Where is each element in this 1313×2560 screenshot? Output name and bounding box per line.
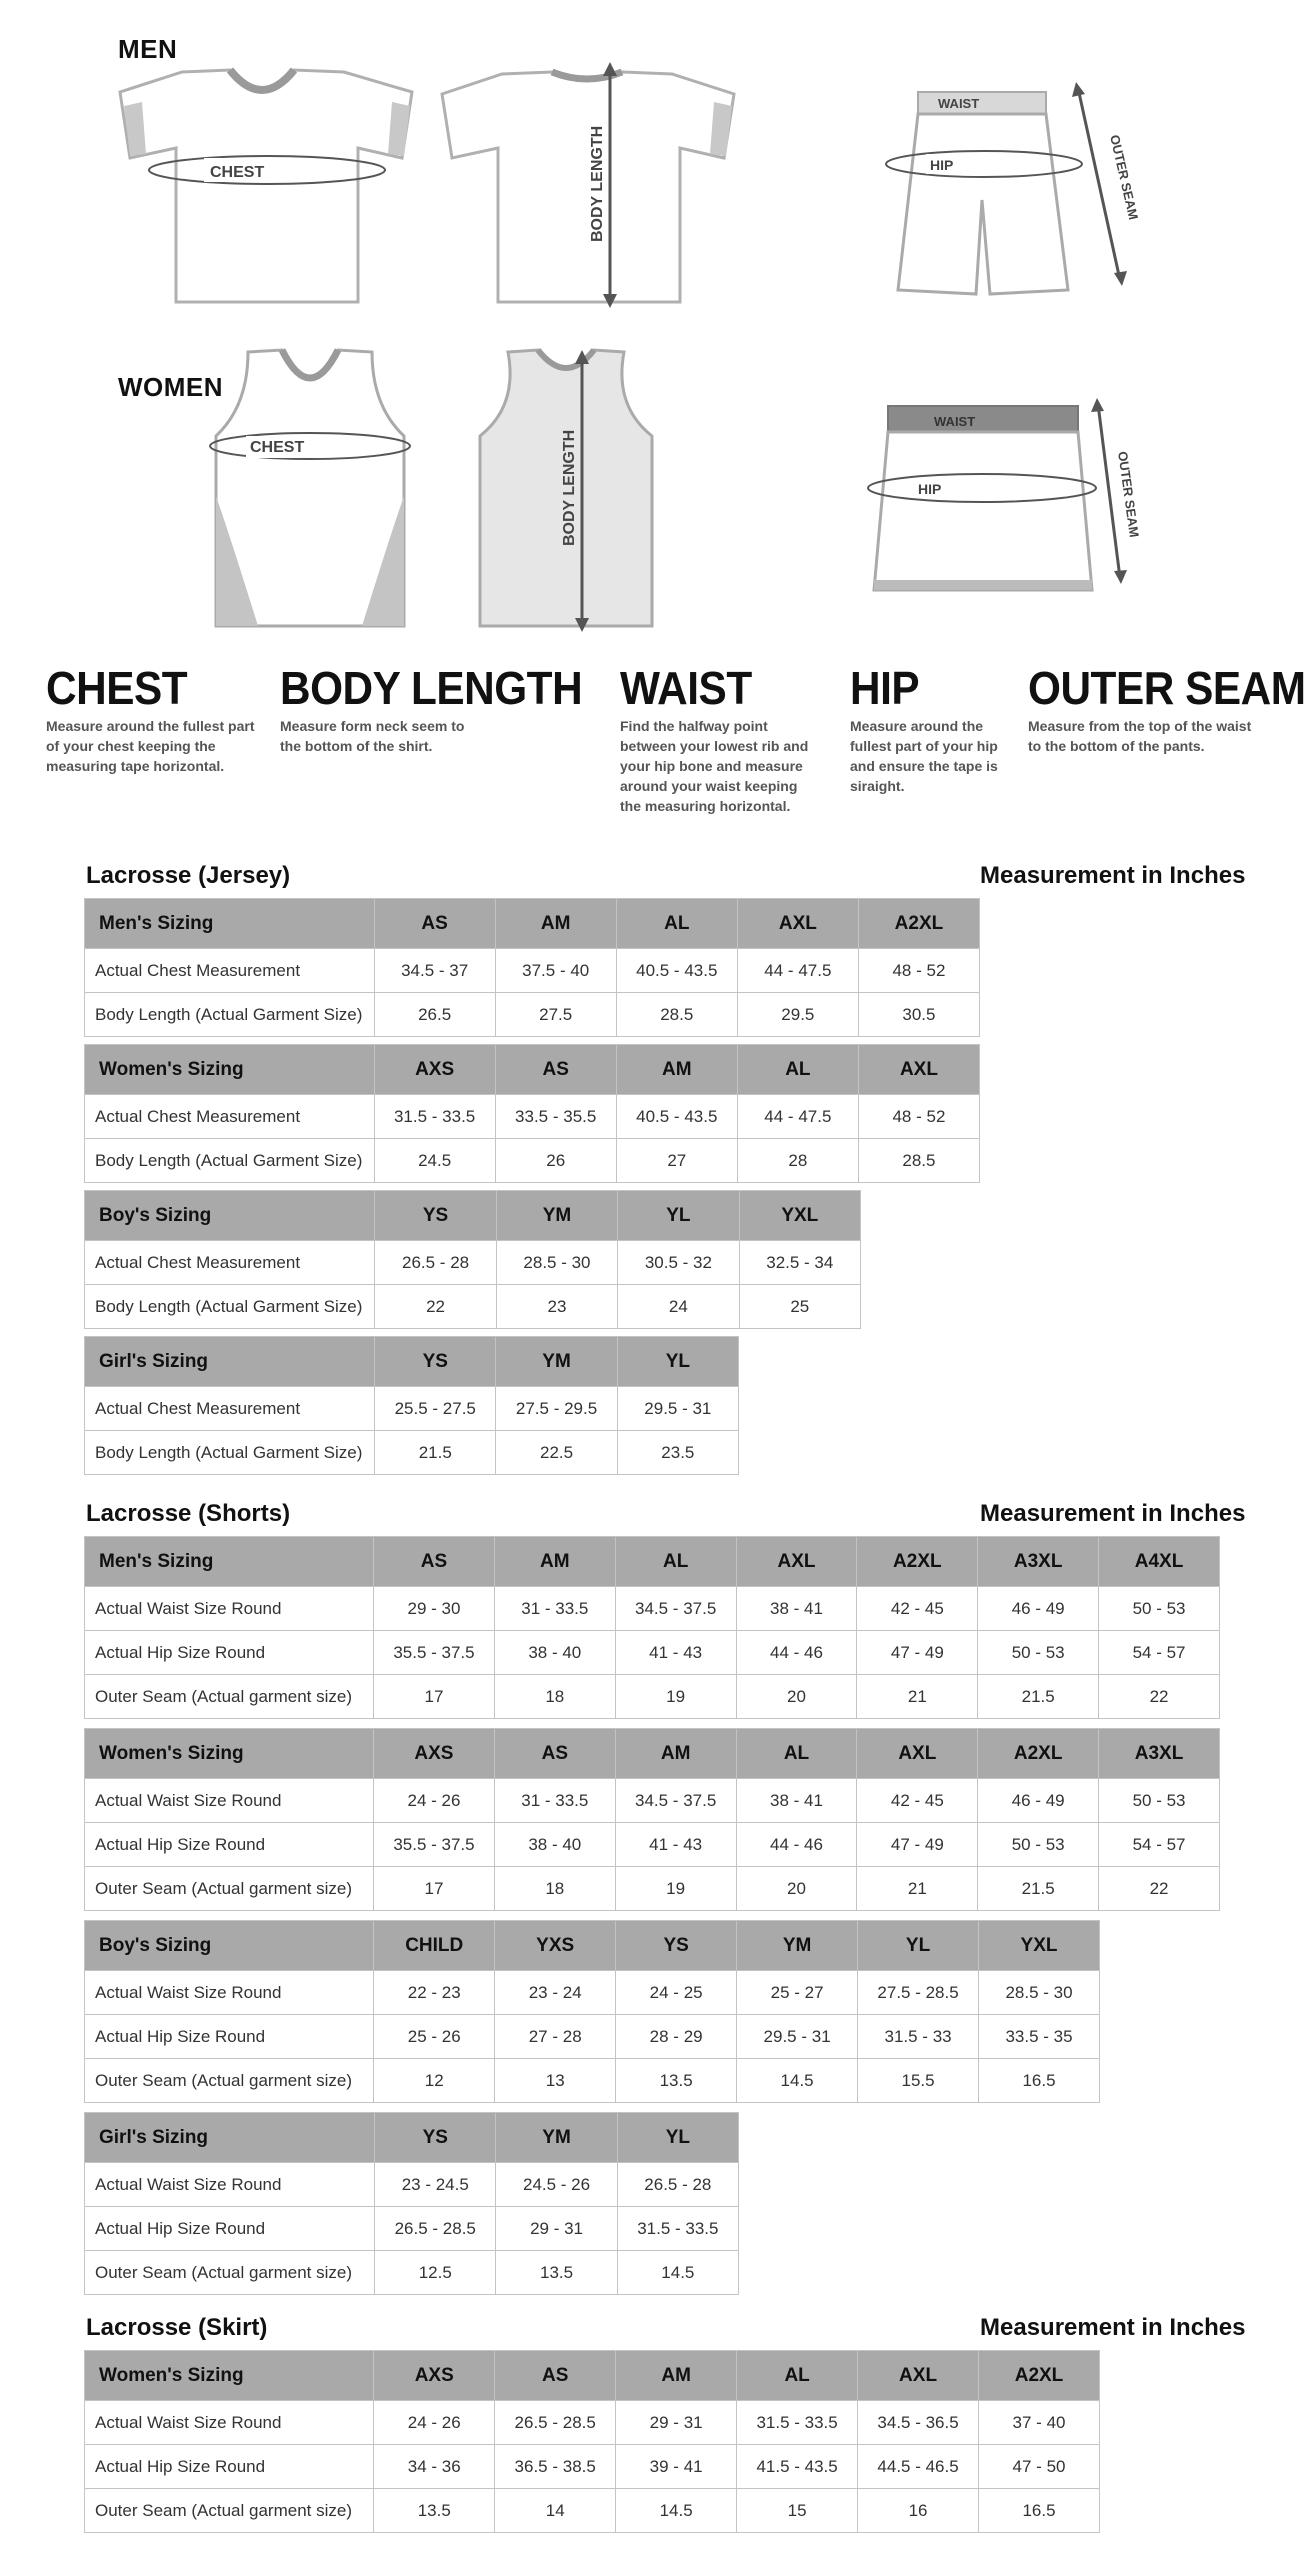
size-header: AXL — [737, 899, 858, 949]
size-header: YM — [737, 1921, 858, 1971]
measure-hip-title: HIP — [850, 662, 920, 714]
row-label: Actual Hip Size Round — [85, 1823, 374, 1867]
sizing-header: Boy's Sizing — [85, 1921, 374, 1971]
table-row — [85, 1675, 1220, 1719]
table-cell: 22 — [1099, 1867, 1220, 1911]
row-label: Actual Hip Size Round — [85, 1631, 374, 1675]
table-row — [85, 2445, 1100, 2489]
table-cell: 27.5 - 29.5 — [496, 1387, 617, 1431]
table-row — [85, 1867, 1220, 1911]
table-cell: 23 - 24 — [495, 1971, 616, 2015]
measure-chest-desc: Measure around the fullest part of your chest keeping the measuring tape horizontal. — [46, 718, 255, 774]
table-cell: 33.5 - 35 — [979, 2015, 1100, 2059]
hip-tag-men: HIP — [930, 157, 954, 173]
skirt-women-table — [84, 2350, 1100, 2533]
women-skirt-illustration — [858, 396, 1148, 606]
shorts-section-title: Lacrosse (Shorts) — [86, 1500, 291, 1527]
jersey-boys-table — [84, 1190, 861, 1329]
table-cell: 38 - 41 — [736, 1779, 857, 1823]
table-row — [85, 1823, 1220, 1867]
measure-body-length-desc: Measure form neck seem to the bottom of the shirt. — [280, 718, 465, 754]
jersey-girls-table — [84, 1336, 739, 1475]
table-cell: 28.5 - 30 — [979, 1971, 1100, 2015]
table-cell: 40.5 - 43.5 — [616, 1095, 737, 1139]
size-header: A2XL — [858, 899, 979, 949]
row-label: Actual Waist Size Round — [85, 2163, 375, 2207]
row-label: Actual Chest Measurement — [85, 949, 375, 993]
table-cell: 24 - 26 — [374, 1779, 495, 1823]
table-cell: 41.5 - 43.5 — [737, 2445, 858, 2489]
table-cell: 21 — [857, 1867, 978, 1911]
size-header: YS — [375, 2113, 496, 2163]
table-cell: 44.5 - 46.5 — [858, 2445, 979, 2489]
size-header: YM — [496, 1337, 617, 1387]
measure-chest — [46, 664, 266, 776]
size-header: AM — [615, 1729, 736, 1779]
table-cell: 12 — [374, 2059, 495, 2103]
table-row — [85, 1631, 1220, 1675]
table-cell: 13.5 — [496, 2251, 617, 2295]
table-header-row — [85, 1191, 861, 1241]
size-header: YS — [616, 1921, 737, 1971]
table-cell: 24 - 26 — [374, 2401, 495, 2445]
table-cell: 47 - 49 — [857, 1631, 978, 1675]
row-label: Body Length (Actual Garment Size) — [85, 993, 375, 1037]
measure-outer-seam-desc: Measure from the top of the waist to the bottom of the pants. — [1028, 718, 1252, 754]
table-row — [85, 993, 980, 1037]
table-cell: 18 — [494, 1675, 615, 1719]
table-cell: 19 — [615, 1867, 736, 1911]
table-cell: 44 - 47.5 — [737, 949, 858, 993]
table-cell: 38 - 41 — [736, 1587, 857, 1631]
table-cell: 13.5 — [616, 2059, 737, 2103]
table-row — [85, 1139, 980, 1183]
table-header-row — [85, 2113, 739, 2163]
table-cell: 19 — [615, 1675, 736, 1719]
row-label: Actual Hip Size Round — [85, 2445, 374, 2489]
size-header: AS — [495, 2351, 616, 2401]
row-label: Actual Chest Measurement — [85, 1387, 375, 1431]
table-cell: 32.5 - 34 — [739, 1241, 860, 1285]
table-cell: 34.5 - 37.5 — [615, 1779, 736, 1823]
size-header: AS — [374, 1537, 495, 1587]
table-row — [85, 1285, 861, 1329]
hip-tag-women: HIP — [918, 481, 942, 497]
table-row — [85, 2251, 739, 2295]
row-label: Actual Waist Size Round — [85, 1971, 374, 2015]
shorts-boys-table — [84, 1920, 1100, 2103]
table-cell: 28.5 - 30 — [496, 1241, 617, 1285]
table-cell: 31 - 33.5 — [494, 1587, 615, 1631]
size-header: YXL — [979, 1921, 1100, 1971]
table-cell: 17 — [374, 1675, 495, 1719]
table-row — [85, 1779, 1220, 1823]
size-header: YM — [496, 2113, 617, 2163]
table-cell: 14.5 — [737, 2059, 858, 2103]
table-header-row — [85, 1537, 1220, 1587]
table-cell: 29.5 — [737, 993, 858, 1037]
table-cell: 31 - 33.5 — [494, 1779, 615, 1823]
women-label: WOMEN — [118, 372, 224, 402]
table-cell: 26.5 - 28 — [617, 2163, 738, 2207]
chest-tag-women: CHEST — [250, 439, 305, 456]
table-cell: 46 - 49 — [978, 1587, 1099, 1631]
size-header: A2XL — [978, 1729, 1099, 1779]
table-cell: 24 — [618, 1285, 739, 1329]
table-cell: 26.5 - 28 — [375, 1241, 496, 1285]
measure-waist — [620, 664, 816, 816]
size-header: A2XL — [857, 1537, 978, 1587]
table-cell: 28.5 — [858, 1139, 979, 1183]
size-header: YM — [496, 1191, 617, 1241]
row-label: Actual Hip Size Round — [85, 2207, 375, 2251]
table-cell: 54 - 57 — [1099, 1631, 1220, 1675]
size-header: AL — [737, 1045, 858, 1095]
table-cell: 26 — [495, 1139, 616, 1183]
measure-outer-seam — [1028, 662, 1306, 756]
table-cell: 22 — [1099, 1675, 1220, 1719]
table-cell: 22.5 — [496, 1431, 617, 1475]
waist-tag-men: WAIST — [938, 96, 980, 111]
table-cell: 26.5 - 28.5 — [375, 2207, 496, 2251]
table-cell: 47 - 50 — [979, 2445, 1100, 2489]
table-cell: 29.5 - 31 — [617, 1387, 738, 1431]
table-row — [85, 2489, 1100, 2533]
table-cell: 17 — [374, 1867, 495, 1911]
size-header: AM — [494, 1537, 615, 1587]
size-header: AXS — [374, 2351, 495, 2401]
table-cell: 30.5 — [858, 993, 979, 1037]
table-cell: 44 - 47.5 — [737, 1095, 858, 1139]
size-header: A3XL — [978, 1537, 1099, 1587]
sizing-header: Men's Sizing — [85, 899, 375, 949]
table-header-row — [85, 1921, 1100, 1971]
size-header: YS — [375, 1191, 496, 1241]
skirt-section-title: Lacrosse (Skirt) — [86, 2314, 268, 2341]
table-cell: 24 - 25 — [616, 1971, 737, 2015]
size-header: AL — [616, 899, 737, 949]
table-cell: 27.5 - 28.5 — [858, 1971, 979, 2015]
table-cell: 14.5 — [616, 2489, 737, 2533]
men-label: MEN — [118, 34, 178, 64]
table-cell: 41 - 43 — [615, 1631, 736, 1675]
sizing-header: Women's Sizing — [85, 1045, 375, 1095]
table-cell: 13.5 — [374, 2489, 495, 2533]
table-cell: 31.5 - 33.5 — [374, 1095, 495, 1139]
table-cell: 44 - 46 — [736, 1823, 857, 1867]
table-cell: 21.5 — [375, 1431, 496, 1475]
size-header: AM — [616, 1045, 737, 1095]
table-row — [85, 2059, 1100, 2103]
table-cell: 44 - 46 — [736, 1631, 857, 1675]
size-header: AXS — [374, 1045, 495, 1095]
table-cell: 28 — [737, 1139, 858, 1183]
women-jersey-back-illustration — [456, 346, 676, 636]
sizing-header: Women's Sizing — [85, 2351, 374, 2401]
jersey-unit-label: Measurement in Inches — [980, 862, 1246, 889]
body-length-tag-women: BODY LENGTH — [561, 429, 578, 546]
row-label: Outer Seam (Actual garment size) — [85, 1867, 374, 1911]
table-row — [85, 1971, 1100, 2015]
outer-seam-tag-women: OUTER SEAM — [1115, 450, 1142, 539]
measure-outer-seam-title: OUTER SEAM — [1028, 662, 1306, 714]
table-header-row — [85, 1729, 1220, 1779]
table-cell: 21.5 — [978, 1867, 1099, 1911]
size-header: A2XL — [979, 2351, 1100, 2401]
table-cell: 28.5 — [616, 993, 737, 1037]
table-cell: 16.5 — [979, 2059, 1100, 2103]
size-header: AL — [737, 2351, 858, 2401]
table-cell: 20 — [736, 1675, 857, 1719]
table-cell: 26.5 — [374, 993, 495, 1037]
size-header: YL — [618, 1191, 739, 1241]
table-cell: 42 - 45 — [857, 1779, 978, 1823]
size-header: YXS — [495, 1921, 616, 1971]
table-cell: 54 - 57 — [1099, 1823, 1220, 1867]
row-label: Outer Seam (Actual garment size) — [85, 2251, 375, 2295]
table-cell: 23 — [496, 1285, 617, 1329]
table-cell: 47 - 49 — [857, 1823, 978, 1867]
table-cell: 29 - 31 — [616, 2401, 737, 2445]
table-cell: 29.5 - 31 — [737, 2015, 858, 2059]
table-cell: 46 - 49 — [978, 1779, 1099, 1823]
table-cell: 25 - 26 — [374, 2015, 495, 2059]
skirt-unit-label: Measurement in Inches — [980, 2314, 1246, 2341]
table-header-row — [85, 899, 980, 949]
jersey-section-title: Lacrosse (Jersey) — [86, 862, 291, 889]
men-jersey-front-illustration — [112, 62, 422, 312]
row-label: Body Length (Actual Garment Size) — [85, 1139, 375, 1183]
table-header-row — [85, 2351, 1100, 2401]
table-row — [85, 2207, 739, 2251]
size-header: YS — [375, 1337, 496, 1387]
row-label: Outer Seam (Actual garment size) — [85, 2489, 374, 2533]
size-header: AL — [615, 1537, 736, 1587]
size-header: A3XL — [1099, 1729, 1220, 1779]
table-cell: 42 - 45 — [857, 1587, 978, 1631]
table-cell: 37.5 - 40 — [495, 949, 616, 993]
size-header: AM — [495, 899, 616, 949]
shorts-unit-label: Measurement in Inches — [980, 1500, 1246, 1527]
table-cell: 33.5 - 35.5 — [495, 1095, 616, 1139]
table-cell: 22 — [375, 1285, 496, 1329]
outer-seam-tag-men: OUTER SEAM — [1107, 133, 1142, 222]
row-label: Actual Waist Size Round — [85, 1779, 374, 1823]
table-cell: 34 - 36 — [374, 2445, 495, 2489]
table-cell: 24.5 — [374, 1139, 495, 1183]
measure-body-length-title: BODY LENGTH — [280, 662, 583, 714]
measure-waist-desc: Find the halfway point between your lowest rib and your hip bone and measure around your waist keeping the measuring horizontal. — [620, 718, 809, 814]
table-cell: 13 — [495, 2059, 616, 2103]
table-cell: 50 - 53 — [1099, 1587, 1220, 1631]
row-label: Body Length (Actual Garment Size) — [85, 1431, 375, 1475]
table-row — [85, 2015, 1100, 2059]
table-cell: 15.5 — [858, 2059, 979, 2103]
table-row — [85, 1387, 739, 1431]
table-cell: 48 - 52 — [858, 949, 979, 993]
size-header: AXL — [857, 1729, 978, 1779]
table-cell: 16 — [858, 2489, 979, 2533]
table-cell: 30.5 - 32 — [618, 1241, 739, 1285]
row-label: Actual Chest Measurement — [85, 1241, 375, 1285]
measure-hip-desc: Measure around the fullest part of your hip and ensure the tape is siraight. — [850, 718, 998, 794]
sizing-header: Girl's Sizing — [85, 2113, 375, 2163]
table-cell: 50 - 53 — [1099, 1779, 1220, 1823]
jersey-men-table — [84, 898, 980, 1037]
size-header: AS — [495, 1045, 616, 1095]
measure-hip — [850, 664, 1010, 796]
shorts-girls-table — [84, 2112, 739, 2295]
body-length-tag-men: BODY LENGTH — [589, 125, 606, 242]
table-row — [85, 2401, 1100, 2445]
table-cell: 27 - 28 — [495, 2015, 616, 2059]
table-cell: 38 - 40 — [494, 1631, 615, 1675]
table-cell: 27 — [616, 1139, 737, 1183]
table-cell: 31.5 - 33.5 — [737, 2401, 858, 2445]
chest-tag-men: CHEST — [210, 164, 265, 181]
table-cell: 18 — [494, 1867, 615, 1911]
size-header: YL — [617, 1337, 738, 1387]
jersey-women-table — [84, 1044, 980, 1183]
women-jersey-front-illustration — [190, 346, 430, 636]
sizing-header: Girl's Sizing — [85, 1337, 375, 1387]
size-header: CHILD — [374, 1921, 495, 1971]
row-label: Body Length (Actual Garment Size) — [85, 1285, 375, 1329]
measure-body-length — [280, 662, 583, 756]
size-header: YXL — [739, 1191, 860, 1241]
sizing-header: Men's Sizing — [85, 1537, 374, 1587]
size-header: AM — [616, 2351, 737, 2401]
row-label: Outer Seam (Actual garment size) — [85, 1675, 374, 1719]
table-row — [85, 1587, 1220, 1631]
row-label: Outer Seam (Actual garment size) — [85, 2059, 374, 2103]
row-label: Actual Hip Size Round — [85, 2015, 374, 2059]
table-cell: 26.5 - 28.5 — [495, 2401, 616, 2445]
size-header: YL — [858, 1921, 979, 1971]
table-cell: 48 - 52 — [858, 1095, 979, 1139]
table-row — [85, 1095, 980, 1139]
sizing-header: Women's Sizing — [85, 1729, 374, 1779]
table-cell: 35.5 - 37.5 — [374, 1631, 495, 1675]
table-cell: 25 — [739, 1285, 860, 1329]
table-cell: 50 - 53 — [978, 1631, 1099, 1675]
table-cell: 16.5 — [979, 2489, 1100, 2533]
row-label: Actual Waist Size Round — [85, 1587, 374, 1631]
table-header-row — [85, 1337, 739, 1387]
size-header: AXL — [736, 1537, 857, 1587]
table-cell: 22 - 23 — [374, 1971, 495, 2015]
size-header: AXS — [374, 1729, 495, 1779]
table-cell: 23 - 24.5 — [375, 2163, 496, 2207]
table-cell: 25.5 - 27.5 — [375, 1387, 496, 1431]
table-row — [85, 1241, 861, 1285]
size-header: AXL — [858, 1045, 979, 1095]
measure-chest-title: CHEST — [46, 662, 188, 714]
men-jersey-back-illustration — [432, 62, 742, 312]
table-cell: 37 - 40 — [979, 2401, 1100, 2445]
table-cell: 21 — [857, 1675, 978, 1719]
table-cell: 34.5 - 37.5 — [615, 1587, 736, 1631]
table-cell: 29 - 31 — [496, 2207, 617, 2251]
size-header: YL — [617, 2113, 738, 2163]
table-cell: 28 - 29 — [616, 2015, 737, 2059]
table-cell: 14 — [495, 2489, 616, 2533]
size-header: AS — [494, 1729, 615, 1779]
size-header: AS — [374, 899, 495, 949]
table-cell: 34.5 - 36.5 — [858, 2401, 979, 2445]
waist-tag-women: WAIST — [934, 414, 976, 429]
table-cell: 27.5 — [495, 993, 616, 1037]
table-cell: 31.5 - 33.5 — [617, 2207, 738, 2251]
table-cell: 40.5 - 43.5 — [616, 949, 737, 993]
table-cell: 20 — [736, 1867, 857, 1911]
table-cell: 12.5 — [375, 2251, 496, 2295]
men-shorts-illustration — [858, 80, 1148, 310]
measure-waist-title: WAIST — [620, 662, 752, 714]
row-label: Actual Waist Size Round — [85, 2401, 374, 2445]
table-cell: 21.5 — [978, 1675, 1099, 1719]
size-header: A4XL — [1099, 1537, 1220, 1587]
table-cell: 34.5 - 37 — [374, 949, 495, 993]
sizing-header: Boy's Sizing — [85, 1191, 375, 1241]
table-row — [85, 1431, 739, 1475]
shorts-women-table — [84, 1728, 1220, 1911]
table-cell: 41 - 43 — [615, 1823, 736, 1867]
size-header: AXL — [858, 2351, 979, 2401]
table-cell: 39 - 41 — [616, 2445, 737, 2489]
table-cell: 29 - 30 — [374, 1587, 495, 1631]
table-cell: 14.5 — [617, 2251, 738, 2295]
table-cell: 35.5 - 37.5 — [374, 1823, 495, 1867]
row-label: Actual Chest Measurement — [85, 1095, 375, 1139]
table-cell: 24.5 - 26 — [496, 2163, 617, 2207]
table-cell: 23.5 — [617, 1431, 738, 1475]
table-header-row — [85, 1045, 980, 1095]
table-cell: 36.5 - 38.5 — [495, 2445, 616, 2489]
table-cell: 25 - 27 — [737, 1971, 858, 2015]
table-cell: 50 - 53 — [978, 1823, 1099, 1867]
shorts-men-table — [84, 1536, 1220, 1719]
size-header: AL — [736, 1729, 857, 1779]
table-cell: 15 — [737, 2489, 858, 2533]
table-cell: 31.5 - 33 — [858, 2015, 979, 2059]
table-row — [85, 2163, 739, 2207]
table-row — [85, 949, 980, 993]
table-cell: 38 - 40 — [494, 1823, 615, 1867]
